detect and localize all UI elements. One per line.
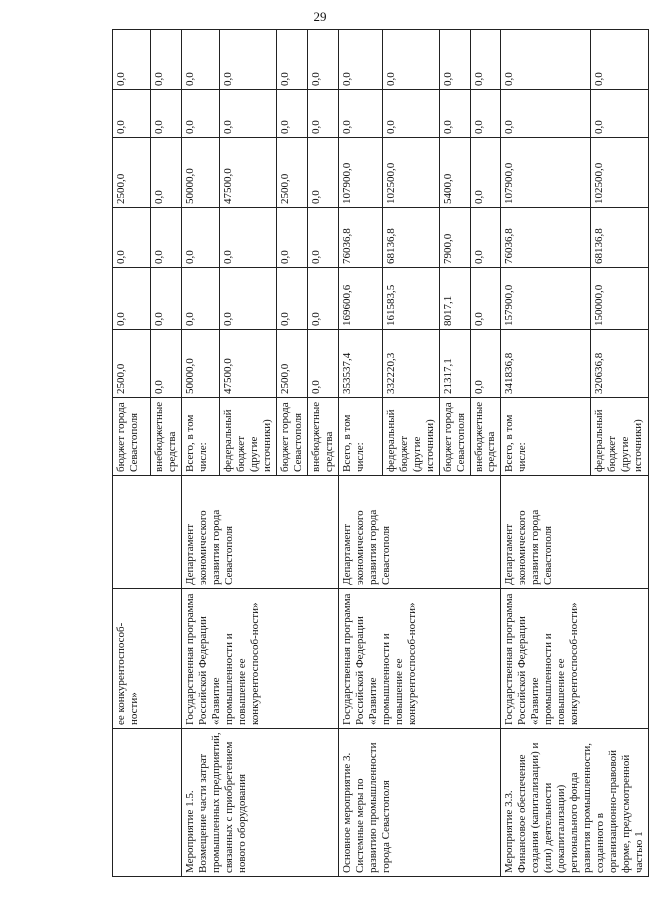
amount-cell: 0,0 (113, 30, 151, 90)
amount-cell: 0,0 (470, 30, 501, 90)
amount-cell: 0,0 (181, 208, 219, 268)
amount-cell: 0,0 (591, 30, 649, 90)
amount-cell: 0,0 (151, 268, 182, 330)
amount-cell: 0,0 (113, 90, 151, 138)
amount-cell: 0,0 (382, 90, 439, 138)
amount-cell: 5400,0 (439, 138, 470, 208)
table-row (338, 30, 382, 877)
amount-cell: 0,0 (113, 268, 151, 330)
amount-cell: 2500,0 (113, 330, 151, 398)
amount-cell: 68136,8 (591, 208, 649, 268)
funding-source-cell: Всего, в том числе: (338, 398, 382, 476)
amount-cell: 150000,0 (591, 268, 649, 330)
amount-cell: 0,0 (113, 208, 151, 268)
amount-cell: 0,0 (219, 90, 276, 138)
program-cell: Государственная программа Российской Федерации «Развитие промышленности и повышение ее конкурентоспособ-ности» (338, 589, 501, 729)
funding-source-cell: Всего, в том числе: (181, 398, 219, 476)
amount-cell: 0,0 (181, 30, 219, 90)
amount-cell: 2500,0 (276, 330, 307, 398)
event-cell (113, 729, 182, 877)
funding-source-cell: внебюджетные средства (151, 398, 182, 476)
amount-cell: 0,0 (470, 330, 501, 398)
amount-cell: 107900,0 (501, 138, 591, 208)
amount-cell: 161583,5 (382, 268, 439, 330)
amount-cell: 102500,0 (591, 138, 649, 208)
amount-cell: 0,0 (307, 330, 338, 398)
table-row (181, 30, 219, 877)
amount-cell: 0,0 (151, 330, 182, 398)
amount-cell: 7900,0 (439, 208, 470, 268)
funding-source-cell: федеральный бюджет (другие источники) (591, 398, 649, 476)
amount-cell: 0,0 (470, 268, 501, 330)
amount-cell: 0,0 (151, 90, 182, 138)
program-cell: ее конкурентоспособ-ности» (113, 589, 182, 729)
amount-cell: 107900,0 (338, 138, 382, 208)
amount-cell: 0,0 (501, 90, 591, 138)
amount-cell: 332220,3 (382, 330, 439, 398)
amount-cell: 0,0 (439, 30, 470, 90)
executor-cell: Департамент экономического развития города Севастополя (338, 476, 501, 589)
funding-source-cell: федеральный бюджет (другие источники) (219, 398, 276, 476)
amount-cell: 0,0 (307, 138, 338, 208)
amount-cell: 0,0 (501, 30, 591, 90)
amount-cell: 0,0 (307, 208, 338, 268)
amount-cell: 21317,1 (439, 330, 470, 398)
event-cell: Основное мероприятие 3. Системные меры по развитию промышленности города Севастополя (338, 729, 501, 877)
amount-cell: 0,0 (276, 208, 307, 268)
amount-cell: 0,0 (219, 208, 276, 268)
amount-cell: 320636,8 (591, 330, 649, 398)
funding-source-cell: внебюджетные средства (307, 398, 338, 476)
amount-cell: 0,0 (439, 90, 470, 138)
event-cell: Мероприятие 1.5. Возмещение части затрат промышленных предприятий, связанных с приобретением нового оборудования (181, 729, 338, 877)
funding-source-cell: бюджет города Севастополя (439, 398, 470, 476)
amount-cell: 102500,0 (382, 138, 439, 208)
funding-source-cell: бюджет города Севастополя (113, 398, 151, 476)
amount-cell: 341836,8 (501, 330, 591, 398)
amount-cell: 0,0 (591, 90, 649, 138)
amount-cell: 0,0 (151, 208, 182, 268)
amount-cell: 0,0 (151, 30, 182, 90)
amount-cell: 0,0 (470, 138, 501, 208)
event-cell: Мероприятие 3.3. Финансовое обеспечение создания (капитализации) и (или) деятельности (докапитализации) регионального фонда развития промышленности, созданного в организационно-правовой форме, предусмотренной частью 1 (501, 729, 649, 877)
amount-cell: 0,0 (307, 30, 338, 90)
amount-cell: 2500,0 (276, 138, 307, 208)
executor-cell: Департамент экономического развития города Севастополя (501, 476, 649, 589)
funding-source-cell: внебюджетные средства (470, 398, 501, 476)
amount-cell: 0,0 (151, 138, 182, 208)
amount-cell: 0,0 (470, 90, 501, 138)
budget-table (112, 29, 649, 877)
amount-cell: 8017,1 (439, 268, 470, 330)
amount-cell: 0,0 (219, 268, 276, 330)
amount-cell: 50000,0 (181, 330, 219, 398)
table-row (501, 30, 591, 877)
funding-source-cell: федеральный бюджет (другие источники) (382, 398, 439, 476)
table-body (113, 30, 649, 877)
program-cell: Государственная программа Российской Федерации «Развитие промышленности и повышение ее конкурентоспособ-ности» (181, 589, 338, 729)
amount-cell: 0,0 (276, 268, 307, 330)
executor-cell (113, 476, 182, 589)
amount-cell: 0,0 (181, 90, 219, 138)
amount-cell: 0,0 (382, 30, 439, 90)
amount-cell: 0,0 (307, 268, 338, 330)
executor-cell: Департамент экономического развития города Севастополя (181, 476, 338, 589)
amount-cell: 0,0 (276, 30, 307, 90)
amount-cell: 0,0 (276, 90, 307, 138)
amount-cell: 353537,4 (338, 330, 382, 398)
amount-cell: 47500,0 (219, 330, 276, 398)
amount-cell: 0,0 (470, 208, 501, 268)
amount-cell: 0,0 (219, 30, 276, 90)
amount-cell: 157900,0 (501, 268, 591, 330)
amount-cell: 169600,6 (338, 268, 382, 330)
amount-cell: 0,0 (181, 268, 219, 330)
amount-cell: 68136,8 (382, 208, 439, 268)
amount-cell: 47500,0 (219, 138, 276, 208)
page-number: 29 (313, 9, 327, 24)
rotated-table-container (112, 30, 646, 877)
funding-source-cell: бюджет города Севастополя (276, 398, 307, 476)
amount-cell: 0,0 (338, 30, 382, 90)
funding-source-cell: Всего, в том числе: (501, 398, 591, 476)
amount-cell: 2500,0 (113, 138, 151, 208)
amount-cell: 76036,8 (338, 208, 382, 268)
table-row (113, 30, 151, 877)
amount-cell: 0,0 (307, 90, 338, 138)
amount-cell: 50000,0 (181, 138, 219, 208)
program-cell: Государственная программа Российской Федерации «Развитие промышленности и повышение ее конкурентоспособ-ности» (501, 589, 649, 729)
amount-cell: 76036,8 (501, 208, 591, 268)
amount-cell: 0,0 (338, 90, 382, 138)
